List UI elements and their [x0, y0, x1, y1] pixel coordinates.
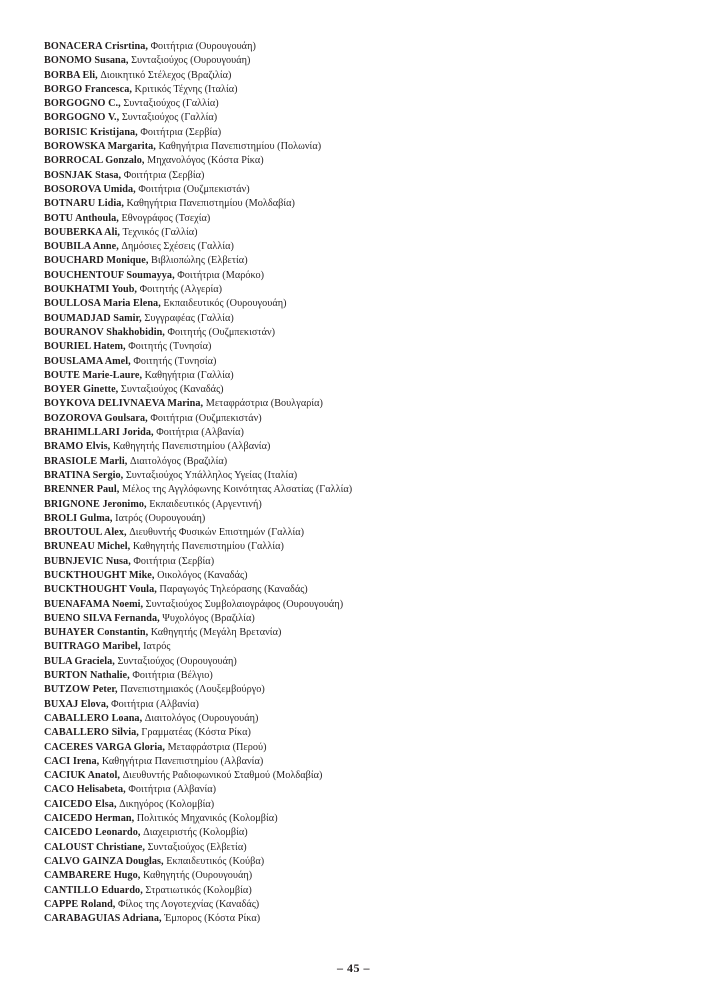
entry-name: BOUMADJAD Samir,	[44, 312, 142, 324]
entry-name: BORBA Eli,	[44, 69, 98, 81]
list-item	[44, 154, 684, 168]
list-item	[44, 483, 684, 497]
list-item	[44, 540, 684, 554]
entry-description: Έμπορος (Κόστα Ρίκα)	[161, 913, 261, 925]
entry-description: Εκπαιδευτικός (Ουρουγουάη)	[160, 298, 287, 310]
entry-name: BRAHIMLLARI Jorida,	[44, 427, 154, 439]
entry-description: Φοιτήτρια (Μαρόκο)	[174, 269, 265, 281]
list-item	[44, 669, 684, 683]
entry-name: BOTNARU Lidia,	[44, 198, 124, 210]
entry-description: Διαχειριστής (Κολομβία)	[140, 827, 248, 839]
list-item	[44, 598, 684, 612]
entry-name: BONACERA Crisrtina,	[44, 41, 148, 52]
list-item	[44, 812, 684, 826]
entry-description: Οικολόγος (Καναδάς)	[154, 569, 248, 581]
list-item	[44, 841, 684, 855]
entry-name: BOUKHATMI Youb,	[44, 284, 138, 296]
entry-description: Συνταξιούχος (Ελβετία)	[144, 841, 247, 853]
entry-name: BORROCAL Gonzalo,	[44, 155, 145, 167]
list-item	[44, 97, 684, 111]
list-item	[44, 512, 684, 526]
list-item	[44, 869, 684, 883]
list-item	[44, 455, 684, 469]
entry-name: CAICEDO Herman,	[44, 813, 135, 825]
entry-name: CAICEDO Elsa,	[44, 798, 117, 810]
entry-description: Παραγωγός Τηλεόρασης (Καναδάς)	[156, 584, 308, 596]
list-item	[44, 326, 684, 340]
entry-name: BRAMO Elvis,	[44, 441, 111, 453]
list-item	[44, 783, 684, 797]
entry-description: Εθνογράφος (Τσεχία)	[118, 212, 211, 224]
entry-description: Συνταξιούχος Συμβολαιογράφος (Ουρουγουάη)	[143, 598, 344, 610]
entry-name: CAPPE Roland,	[44, 898, 116, 910]
entry-name: CARABAGUIAS Adriana,	[44, 913, 162, 925]
entry-description: Φίλος της Λογοτεχνίας (Καναδάς)	[115, 898, 260, 910]
entry-description: Διευθυντής Ραδιοφωνικού Σταθμού (Μολδαβία)	[119, 770, 323, 782]
entry-description: Διαιτολόγος (Βραζιλία)	[127, 455, 228, 467]
entry-description: Μηχανολόγος (Κόστα Ρίκα)	[144, 155, 264, 167]
entry-description: Μέλος της Αγγλόφωνης Κοινότητας Αλσατίας (Γαλλία)	[119, 484, 353, 496]
entry-name: BRUNEAU Michel,	[44, 541, 131, 553]
entry-description: Διαιτολόγος (Ουρουγουάη)	[142, 712, 259, 724]
list-item	[44, 40, 684, 54]
entry-description: Στρατιωτικός (Κολομβία)	[142, 884, 252, 896]
entry-name: CACO Helisabeta,	[44, 784, 126, 796]
entry-name: BORGOGNO C.,	[44, 98, 121, 110]
entry-description: Φοιτήτρια (Αλβανία)	[153, 427, 244, 439]
entry-description: Καθηγητής Πανεπιστημίου (Γαλλία)	[130, 541, 285, 553]
entry-description: Καθηγητής (Μεγάλη Βρετανία)	[148, 627, 282, 639]
entry-name: CALOUST Christiane,	[44, 841, 145, 853]
entry-description: Συνταξιούχος (Γαλλία)	[120, 98, 219, 110]
list-item	[44, 269, 684, 283]
list-item	[44, 169, 684, 183]
list-item	[44, 83, 684, 97]
entry-name: BULA Graciela,	[44, 655, 115, 667]
entry-name: BURTON Nathalie,	[44, 670, 130, 682]
list-item	[44, 69, 684, 83]
list-item	[44, 655, 684, 669]
entry-name: BORGO Francesca,	[44, 83, 132, 95]
entry-description: Διευθυντής Φυσικών Επιστημών (Γαλλία)	[126, 527, 305, 539]
entry-name: BOTU Anthoula,	[44, 212, 119, 224]
name-list	[44, 40, 684, 926]
list-item	[44, 412, 684, 426]
entry-name: BOUTE Marie-Laure,	[44, 369, 143, 381]
entry-name: BUHAYER Constantin,	[44, 627, 149, 639]
list-item	[44, 555, 684, 569]
list-item	[44, 297, 684, 311]
entry-description: Καθηγητής Πανεπιστημίου (Αλβανία)	[110, 441, 271, 453]
list-item	[44, 826, 684, 840]
list-item	[44, 698, 684, 712]
list-item	[44, 197, 684, 211]
entry-description: Φοιτητής (Τυνησία)	[125, 341, 212, 353]
entry-name: BOUSLAMA Amel,	[44, 355, 131, 367]
list-item	[44, 526, 684, 540]
entry-name: BOUBERKA Ali,	[44, 226, 120, 238]
entry-description: Φοιτήτρια (Βέλγιο)	[129, 670, 213, 682]
entry-description: Πανεπιστημιακός (Λουξεμβούργο)	[117, 684, 265, 696]
list-item	[44, 426, 684, 440]
entry-description: Εκπαιδευτικός (Κούβα)	[163, 855, 265, 867]
entry-description: Συνταξιούχος (Γαλλία)	[119, 112, 218, 124]
entry-name: BROLI Gulma,	[44, 512, 113, 524]
entry-description: Καθηγήτρια Πανεπιστημίου (Αλβανία)	[99, 755, 264, 767]
entry-description: Διοικητικό Στέλεχος (Βραζιλία)	[97, 69, 232, 81]
list-item	[44, 240, 684, 254]
list-item	[44, 440, 684, 454]
entry-name: BRATINA Sergio,	[44, 469, 124, 481]
entry-description: Δημόσιες Σχέσεις (Γαλλία)	[118, 241, 234, 253]
list-item	[44, 212, 684, 226]
entry-name: BOSNJAK Stasa,	[44, 169, 122, 181]
entry-name: CAMBARERE Hugo,	[44, 870, 141, 882]
entry-description: Δικηγόρος (Κολομβία)	[116, 798, 215, 810]
entry-name: BOURANOV Shakhobidin,	[44, 326, 165, 338]
list-item	[44, 712, 684, 726]
list-item	[44, 769, 684, 783]
entry-name: BUENAFAMA Noemi,	[44, 598, 144, 610]
list-item	[44, 126, 684, 140]
entry-name: CABALLERO Silvia,	[44, 727, 139, 739]
page-number: – 45 –	[337, 961, 370, 975]
entry-description: Βιβλιοπώλης (Ελβετία)	[148, 255, 248, 267]
entry-description: Φοιτήτρια (Αλβανία)	[108, 698, 199, 710]
list-item	[44, 254, 684, 268]
entry-name: CACIUK Anatol,	[44, 770, 120, 782]
entry-name: BUENO SILVA Fernanda,	[44, 612, 160, 624]
entry-name: BOUCHENTOUF Soumayya,	[44, 269, 175, 281]
entry-description: Συνταξιούχος (Καναδάς)	[118, 384, 224, 396]
list-item	[44, 140, 684, 154]
entry-description: Καθηγήτρια (Γαλλία)	[142, 369, 234, 381]
entry-description: Ιατρός (Ουρουγουάη)	[112, 512, 206, 524]
entry-name: BONOMO Susana,	[44, 55, 129, 67]
list-item	[44, 683, 684, 697]
entry-description: Φοιτήτρια (Σερβία)	[121, 169, 205, 181]
list-item	[44, 340, 684, 354]
entry-description: Φοιτητής (Τυνησία)	[130, 355, 217, 367]
list-item	[44, 612, 684, 626]
entry-description: Πολιτικός Μηχανικός (Κολομβία)	[134, 813, 278, 825]
list-item	[44, 898, 684, 912]
entry-description: Φοιτήτρια (Ουζμπεκιστάν)	[147, 412, 262, 424]
entry-description: Ιατρός	[140, 641, 171, 653]
list-item	[44, 226, 684, 240]
list-item	[44, 397, 684, 411]
entry-description: Εκπαιδευτικός (Αργεντινή)	[146, 498, 262, 510]
entry-description: Καθηγήτρια Πανεπιστημίου (Πολωνία)	[155, 141, 322, 153]
entry-name: BRASIOLE Marli,	[44, 455, 128, 467]
entry-name: BUTZOW Peter,	[44, 684, 118, 696]
entry-name: BOULLOSA Maria Elena,	[44, 298, 161, 310]
entry-name: BOUBILA Anne,	[44, 241, 119, 253]
entry-name: BOZOROVA Goulsara,	[44, 412, 148, 424]
entry-description: Συνταξιούχος (Ουρουγουάη)	[128, 55, 251, 67]
entry-name: BOSOROVA Umida,	[44, 183, 136, 195]
entry-name: BORGOGNO V.,	[44, 112, 120, 124]
list-item	[44, 369, 684, 383]
entry-description: Τεχνικός (Γαλλία)	[119, 226, 198, 238]
list-item	[44, 726, 684, 740]
list-item	[44, 469, 684, 483]
list-item	[44, 583, 684, 597]
entry-name: BOROWSKA Margarita,	[44, 141, 156, 153]
entry-description: Ψυχολόγος (Βραζιλία)	[159, 612, 255, 624]
entry-name: BUXAJ Elova,	[44, 698, 109, 710]
entry-name: CALVO GAINZA Douglas,	[44, 855, 164, 867]
entry-name: CACI Irena,	[44, 755, 100, 767]
entry-description: Φοιτήτρια (Σερβία)	[137, 126, 222, 138]
list-item	[44, 355, 684, 369]
entry-name: BOUCHARD Monique,	[44, 255, 149, 267]
entry-name: CACERES VARGA Gloria,	[44, 741, 165, 753]
entry-description: Φοιτήτρια (Σερβία)	[130, 555, 215, 567]
entry-description: Φοιτήτρια (Ουρουγουάη)	[147, 41, 256, 52]
entry-description: Συνταξιούχος (Ουρουγουάη)	[114, 655, 237, 667]
entry-name: BOURIEL Hatem,	[44, 341, 126, 353]
list-item	[44, 111, 684, 125]
entry-name: BUITRAGO Maribel,	[44, 641, 141, 653]
list-item	[44, 884, 684, 898]
entry-description: Μεταφράστρια (Περού)	[164, 741, 267, 753]
list-item	[44, 183, 684, 197]
entry-name: CAICEDO Leonardo,	[44, 827, 141, 839]
list-item	[44, 54, 684, 68]
entry-description: Συγγραφέας (Γαλλία)	[141, 312, 234, 324]
entry-name: BUCKTHOUGHT Mike,	[44, 569, 155, 581]
entry-description: Φοιτήτρια (Ουζμπεκιστάν)	[135, 183, 250, 195]
entry-description: Καθηγητής (Ουρουγουάη)	[140, 870, 253, 882]
entry-description: Γραμματέας (Κόστα Ρίκα)	[138, 727, 251, 739]
entry-description: Φοιτητής (Αλγερία)	[137, 284, 223, 296]
list-item	[44, 912, 684, 926]
entry-name: BOYER Ginette,	[44, 384, 119, 396]
entry-name: BRENNER Paul,	[44, 484, 120, 496]
list-item	[44, 498, 684, 512]
list-item	[44, 626, 684, 640]
entry-name: BROUTOUL Alex,	[44, 527, 127, 539]
entry-description: Μεταφράστρια (Βουλγαρία)	[203, 398, 323, 410]
list-item	[44, 855, 684, 869]
entry-description: Φοιτητής (Ουζμπεκιστάν)	[164, 326, 276, 338]
entry-name: BOYKOVA DELIVNAEVA Marina,	[44, 398, 204, 410]
entry-name: CANTILLO Eduardo,	[44, 884, 143, 896]
list-item	[44, 741, 684, 755]
entry-name: BUBNJEVIC Nusa,	[44, 555, 131, 567]
entry-name: BUCKTHOUGHT Voula,	[44, 584, 157, 596]
entry-description: Φοιτήτρια (Αλβανία)	[125, 784, 217, 796]
entry-name: CABALLERO Loana,	[44, 712, 143, 724]
list-item	[44, 383, 684, 397]
list-item	[44, 798, 684, 812]
entry-name: BORISIC Kristijana,	[44, 126, 138, 138]
list-item	[44, 283, 684, 297]
entry-name: BRIGNONE Jeronimo,	[44, 498, 147, 510]
entry-description: Κριτικός Τέχνης (Ιταλία)	[131, 83, 238, 95]
list-item	[44, 640, 684, 654]
list-item	[44, 755, 684, 769]
list-item	[44, 312, 684, 326]
entry-description: Καθηγήτρια Πανεπιστημίου (Μολδαβία)	[123, 198, 295, 210]
list-item	[44, 569, 684, 583]
entry-description: Συνταξιούχος Υπάλληλος Υγείας (Ιταλία)	[123, 469, 298, 481]
